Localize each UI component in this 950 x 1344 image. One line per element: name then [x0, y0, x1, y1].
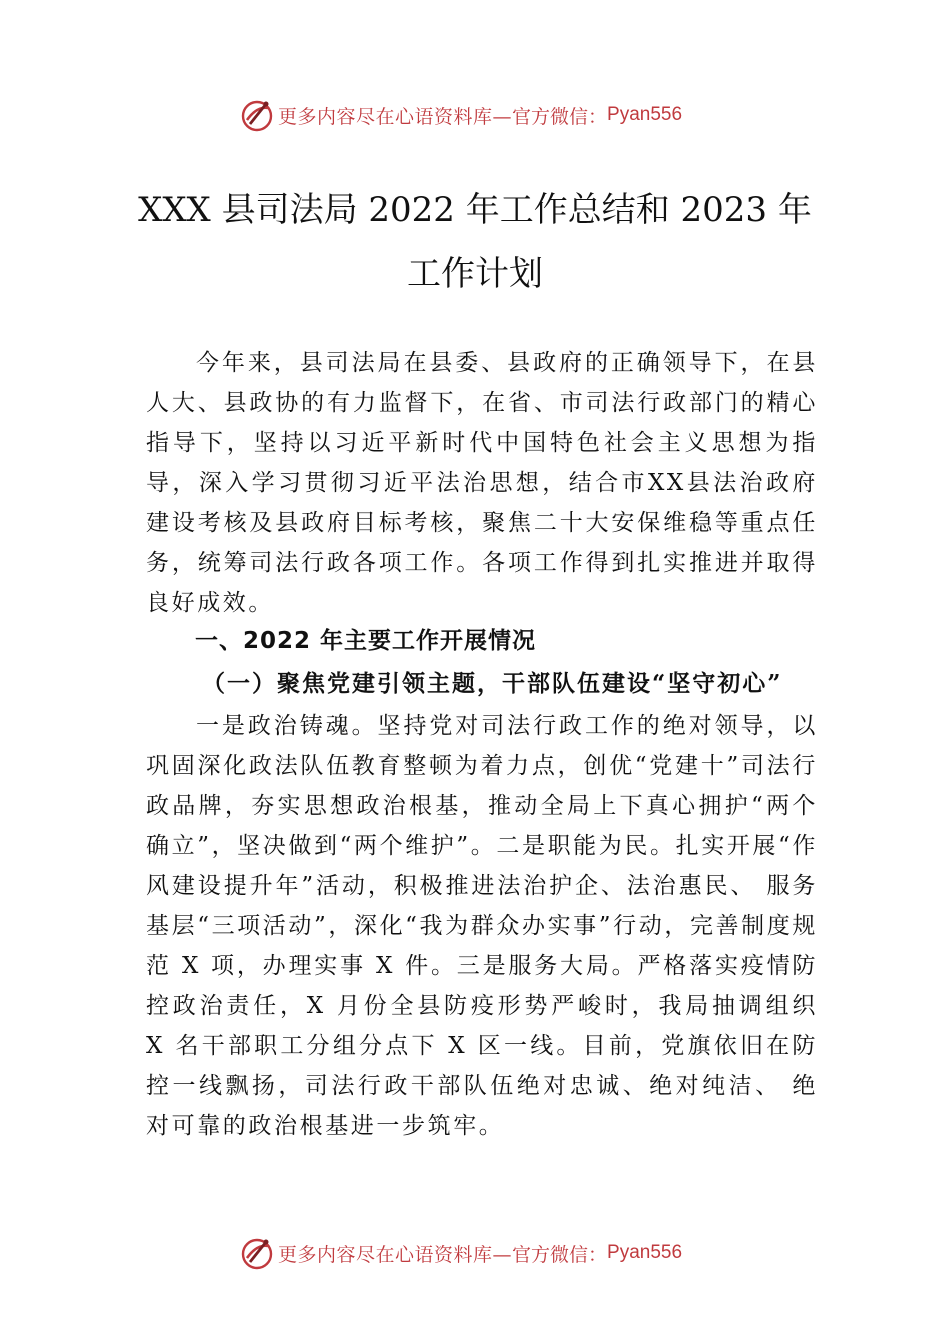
brand-logo-icon — [238, 96, 276, 134]
banner-wechat-label: 官方微信： — [512, 1243, 608, 1266]
subsection-heading: （一）聚焦党建引领主题，干部队伍建设“坚守初心” — [202, 670, 783, 697]
section-heading: 一、2022 年主要工作开展情况 — [195, 628, 537, 654]
header-banner — [238, 95, 682, 135]
banner-wechat-id: Pyan556 — [607, 104, 683, 125]
brand-logo-icon — [238, 1234, 276, 1272]
banner-promo-text: 更多内容尽在心语资料库— — [278, 105, 513, 128]
body-paragraph: 一是政治铸魂。坚持党对司法行政工作的绝对领导，以巩固深化政法队伍教育整顿为着力点，创优“党建十”司法行政品牌，夯实思想政治根基，推动全局上下真心拥护“两个确立”，坚决做到“两个维护”。二是职能为民。扎实开展“作风建设提升年”活动，积极推进法治护企、法治惠民、 服务基层“三项活动”，深化“我为群众办实事”行动，完善制度规范 X 项，办理实事 X 件。三是服务大局。严格落实疫情防控政治责任，X 月份全县防疫形势严峻时，我局抽调组织 X 名干部职工分组分点下 X 区一线。目前，党旗依旧在防控一线飘扬，司法行政干部队伍绝对忠诚、绝对纯洁、 绝对可靠的政治根基进一步筑牢。 — [146, 713, 818, 1139]
footer-banner — [238, 1233, 682, 1273]
banner-wechat-label: 官方微信： — [512, 105, 608, 128]
banner-promo-text: 更多内容尽在心语资料库— — [278, 1243, 513, 1266]
banner-wechat-id: Pyan556 — [607, 1242, 683, 1263]
document-title-line-1: XXX 县司法局 2022 年工作总结和 2023 年 — [138, 190, 812, 230]
intro-paragraph: 今年来，县司法局在县委、县政府的正确领导下，在县人大、县政协的有力监督下，在省、市司法行政部门的精心指导下，坚持以习近平新时代中国特色社会主义思想为指导，深入学习贯彻习近平法治思想，结合市XX县法治政府建设考核及县政府目标考核，聚焦二十大安保维稳等重点任务，统筹司法行政各项工作。各项工作得到扎实推进并取得良好成效。 — [146, 350, 818, 616]
document-title-line-2: 工作计划 — [407, 254, 543, 294]
